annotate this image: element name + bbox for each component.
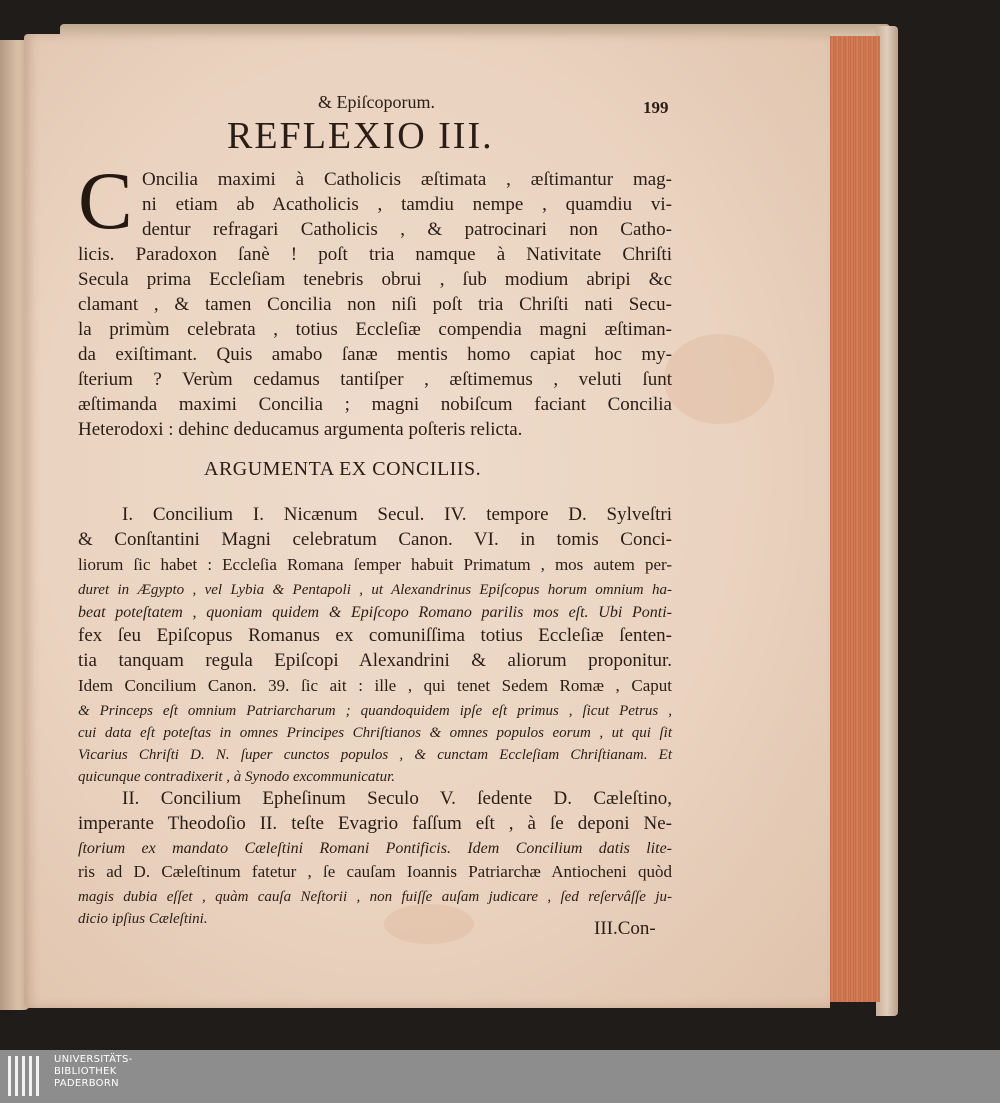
text-line: fex ſeu Epiſcopus Romanus ex comuniſſima totius Eccleſiæ ſenten- [78, 625, 672, 646]
logo-line: BIBLIOTHEK [54, 1066, 117, 1077]
logo-line: PADERBORN [54, 1078, 119, 1089]
text-line: tia tanquam regula Epiſcopi Alexandrini & aliorum proponitur. [78, 650, 672, 671]
text-line: la primùm celebrata , totius Eccleſiæ compendia magni æſtiman- [78, 319, 672, 340]
text-line: ni etiam ab Acatholicis , tamdiu nempe , quamdiu vi- [142, 194, 672, 215]
text-line: I. Concilium I. Nicænum Secul. IV. tempore D. Sylveſtri [122, 504, 672, 525]
text-line: Vicarius Chriſti D. N. ſuper cunctos populos , & cunctam Eccleſiam Chriſtianam. Et [78, 747, 672, 763]
text-line: & Princeps eſt omnium Patriarcharum ; quandoquidem ipſe eſt primus , ſicut Petrus , [78, 703, 672, 719]
text-line: liorum ſic habet : Eccleſia Romana ſemper habuit Primatum , mos autem per- [78, 555, 672, 574]
text-line: cui data eſt poteſtas in omnes Principes Chriſtianos & omnes populos eorum , ut qui ſit [78, 725, 672, 741]
logo-line: UNIVERSITÄTS- [54, 1054, 133, 1065]
text-line: dicio ipſius Cæleſtini. [78, 911, 208, 927]
paper-stain [664, 334, 774, 424]
catchword: III.Con- [594, 918, 656, 939]
red-page-edges [822, 36, 880, 1002]
library-footer-bar [0, 1050, 1000, 1103]
library-logo-icon [8, 1056, 48, 1096]
text-line: æſtimanda maximi Concilia ; magni nobiſcum faciant Concilia [78, 394, 672, 415]
text-line: quicunque contradixerit , à Synodo excommunicatur. [78, 769, 396, 785]
text-line: II. Concilium Epheſinum Seculo V. ſedente D. Cæleſtino, [122, 788, 672, 809]
drop-capital: C [78, 155, 133, 246]
text-line: Heterodoxi : dehinc deducamus argumenta poſteris relicta. [78, 419, 523, 440]
text-line: dentur refragari Catholicis , & patrocinari non Catho- [142, 219, 672, 240]
chapter-title: REFLEXIO III. [227, 115, 494, 157]
text-line: da exiſtimant. Quis amabo ſanæ mentis homo capiat hoc my- [78, 344, 672, 365]
text-line: Oncilia maximi à Catholicis æſtimata , æſtimantur mag- [142, 169, 672, 190]
text-line: imperante Theodoſio II. teſte Evagrio faſſum eſt , à ſe deponi Ne- [78, 813, 672, 834]
text-line: magis dubia eſſet , quàm cauſa Neſtorii , non fuiſſe auſam judicare , ſed reſervâſſe ju- [78, 889, 672, 905]
text-line: Idem Concilium Canon. 39. ſic ait : ille , qui tenet Sedem Romæ , Caput [78, 676, 672, 695]
page-number: 199 [643, 98, 669, 117]
running-head: & Epiſcoporum. [318, 92, 435, 112]
section-heading: ARGUMENTA EX CONCILIIS. [204, 458, 482, 480]
text-line: ſterium ? Verùm cedamus tantiſper , æſtimemus , veluti ſunt [78, 369, 672, 390]
text-line: licis. Paradoxon ſanè ! poſt tria namque à Nativitate Chriſti [78, 244, 672, 265]
text-line: & Conſtantini Magni celebratum Canon. VI. in tomis Conci- [78, 529, 672, 550]
text-line: ris ad D. Cæleſtinum fatetur , ſe cauſam Ioannis Patriarchæ Antiocheni quòd [78, 862, 672, 881]
text-line: Secula prima Eccleſiam tenebris obrui , ſub modium abripi &c [78, 269, 672, 290]
text-line: duret in Ægypto , vel Lybia & Pentapoli , ut Alexandrinus Epiſcopus horum omnium ha- [78, 582, 672, 598]
text-line: beat poteſtatem , quoniam quidem & Epiſcopo Romano parilis mos eſt. Ubi Ponti- [78, 604, 672, 621]
text-line: ſtorium ex mandato Cæleſtini Romani Pontificis. Idem Concilium datis lite- [78, 840, 672, 857]
paper-stain [384, 904, 474, 944]
text-line: clamant , & tamen Concilia non niſi poſt tria Chriſti nati Secu- [78, 294, 672, 315]
library-logo-text [54, 1054, 133, 1090]
